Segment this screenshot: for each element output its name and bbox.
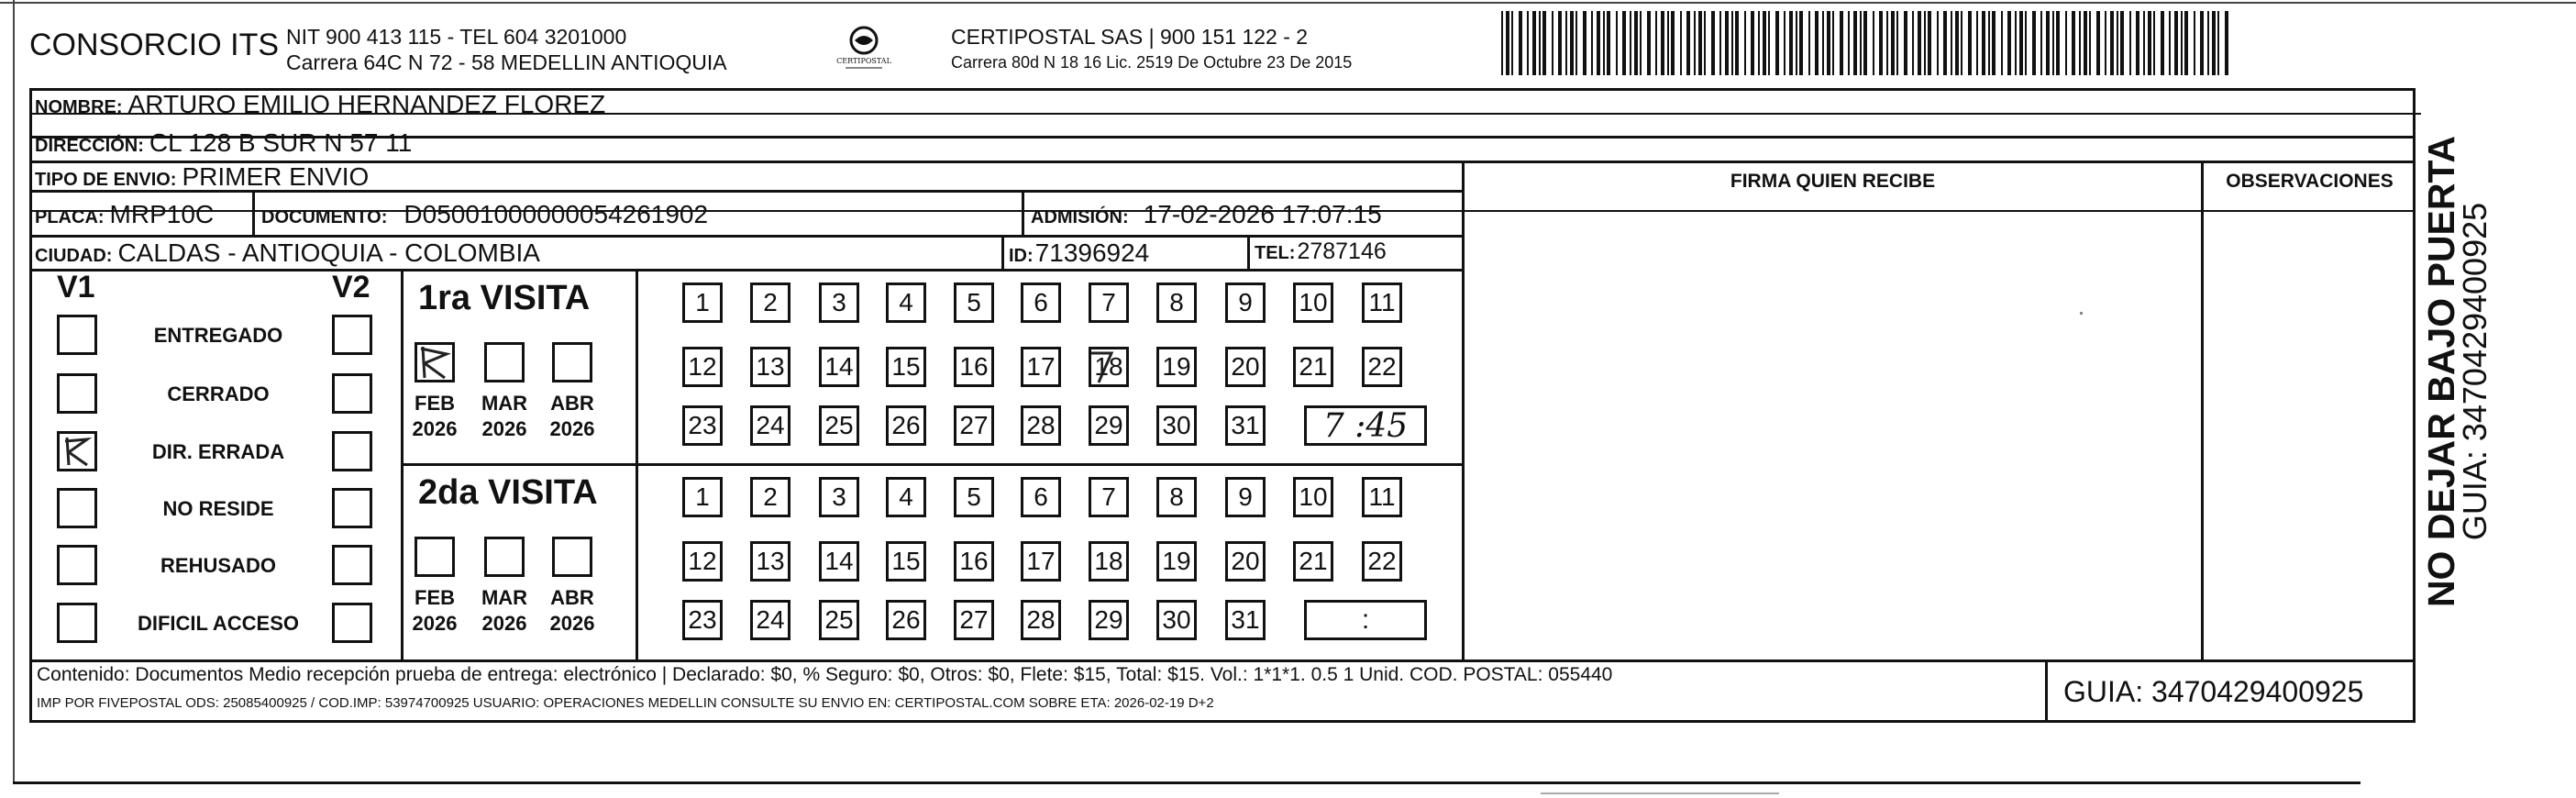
day-box[interactable]: 31 bbox=[1225, 405, 1266, 446]
month-year: 2026 bbox=[481, 612, 527, 635]
name-label: NOMBRE: bbox=[35, 97, 123, 117]
v1-header: V1 bbox=[57, 270, 95, 305]
day-box[interactable]: 9 bbox=[1225, 477, 1266, 517]
month-checkbox[interactable] bbox=[552, 342, 592, 382]
footer-guia: GUIA: 3470429400925 bbox=[2063, 675, 2364, 708]
v1-checkbox[interactable] bbox=[57, 603, 97, 643]
side-panel bbox=[2420, 110, 2493, 633]
day-box[interactable]: 17 bbox=[1021, 347, 1061, 387]
rule-footer bbox=[29, 659, 2416, 662]
day-box[interactable]: 10 bbox=[1293, 477, 1333, 517]
v1-checkbox[interactable] bbox=[57, 488, 97, 528]
rule-city bbox=[29, 269, 1465, 272]
month-checkbox[interactable] bbox=[484, 537, 525, 577]
month-year: 2026 bbox=[412, 417, 458, 440]
day-box[interactable]: 18 bbox=[1089, 347, 1129, 387]
v2-checkbox[interactable] bbox=[332, 315, 372, 355]
v2-checkbox[interactable] bbox=[332, 603, 372, 643]
carrier-license: Carrera 80d N 18 16 Lic. 2519 De Octubre 23 De 2015 bbox=[951, 53, 1353, 72]
document-row bbox=[261, 200, 708, 229]
day-box[interactable]: 7 bbox=[1089, 283, 1129, 323]
plate-label: PLACA: bbox=[35, 207, 105, 227]
day-box[interactable]: 9 bbox=[1225, 283, 1266, 323]
day-box[interactable]: 8 bbox=[1156, 283, 1197, 323]
signature-header: FIRMA QUIEN RECIBE bbox=[1730, 171, 1936, 192]
footer-print-info: IMP POR FIVEPOSTAL ODS: 25085400925 / COD.IMP: 53974700925 USUARIO: OPERACIONES MEDELLIN CONSULTE SU ENVIO EN: CERTIPOSTAL.COM SOBRE ETA: 2026-02-19 D+2 bbox=[37, 695, 1214, 711]
admission-row bbox=[1031, 200, 1382, 229]
sep-doc-admission bbox=[1022, 190, 1024, 235]
day-box[interactable]: 29 bbox=[1089, 600, 1129, 640]
day-box[interactable]: 12 bbox=[682, 541, 723, 582]
rule-visits bbox=[401, 463, 1465, 466]
day-box[interactable]: 30 bbox=[1156, 600, 1197, 640]
month-name: FEB bbox=[415, 392, 455, 415]
day-box[interactable]: 16 bbox=[954, 541, 994, 582]
day-box[interactable]: 23 bbox=[682, 405, 723, 446]
day-box[interactable]: 5 bbox=[954, 477, 994, 517]
v1-checkbox[interactable] bbox=[57, 545, 97, 585]
day-box[interactable]: 20 bbox=[1225, 347, 1266, 387]
day-box[interactable]: 6 bbox=[1021, 283, 1061, 323]
visit-title: 2da VISITA bbox=[418, 473, 598, 512]
day-box[interactable]: 14 bbox=[819, 541, 859, 582]
month-name: FEB bbox=[415, 586, 455, 609]
month-label bbox=[543, 585, 602, 637]
document-label: DOCUMENTO: bbox=[261, 207, 388, 227]
status-label: DIR. ERRADA bbox=[151, 440, 285, 463]
v2-checkbox[interactable] bbox=[332, 488, 372, 528]
status-label: CERRADO bbox=[167, 382, 270, 405]
day-box[interactable]: 16 bbox=[954, 347, 994, 387]
sep-footer-guia bbox=[2045, 659, 2048, 723]
day-box[interactable]: 4 bbox=[886, 283, 926, 323]
month-name: ABR bbox=[550, 392, 594, 415]
day-box[interactable]: 13 bbox=[750, 347, 790, 387]
day-box[interactable]: 23 bbox=[682, 600, 723, 640]
month-checkbox[interactable] bbox=[552, 537, 592, 577]
day-box[interactable]: 17 bbox=[1021, 541, 1061, 582]
day-box[interactable]: 24 bbox=[750, 405, 790, 446]
day-box[interactable]: 22 bbox=[1362, 541, 1402, 582]
v1-checkbox[interactable] bbox=[57, 431, 97, 471]
day-box[interactable]: 26 bbox=[886, 405, 926, 446]
day-box[interactable]: 25 bbox=[819, 405, 859, 446]
plate-row bbox=[35, 200, 214, 229]
tel-value: 2787146 bbox=[1297, 238, 1387, 264]
scan-dot bbox=[2080, 312, 2083, 315]
v2-checkbox[interactable] bbox=[332, 431, 372, 471]
day-box[interactable]: 27 bbox=[954, 600, 994, 640]
col-signature-left bbox=[1462, 161, 1465, 662]
day-box[interactable]: 14 bbox=[819, 347, 859, 387]
side-guia: GUIA: 3470429400925 bbox=[2456, 202, 2493, 541]
v1-checkbox[interactable] bbox=[57, 315, 97, 355]
day-box[interactable]: 24 bbox=[750, 600, 790, 640]
sep-plate-doc bbox=[252, 190, 255, 235]
day-box[interactable]: 4 bbox=[886, 477, 926, 517]
sep-city-id bbox=[1001, 235, 1004, 269]
day-box[interactable]: 1 bbox=[682, 477, 723, 517]
month-label bbox=[405, 585, 464, 637]
day-box[interactable]: 21 bbox=[1293, 541, 1333, 582]
day-box[interactable]: 19 bbox=[1156, 347, 1197, 387]
id-row bbox=[1009, 238, 1149, 268]
sep-id-tel bbox=[1247, 235, 1250, 269]
barcode bbox=[1501, 11, 2235, 75]
name-row bbox=[35, 90, 605, 119]
day-box[interactable]: 5 bbox=[954, 283, 994, 323]
day-box[interactable]: 19 bbox=[1156, 541, 1197, 582]
company-address: Carrera 64C N 72 - 58 MEDELLIN ANTIOQUIA bbox=[286, 50, 727, 74]
v1-checkbox[interactable] bbox=[57, 373, 97, 414]
address-label: DIRECCIÓN: bbox=[35, 136, 144, 156]
month-name: MAR bbox=[481, 586, 528, 609]
day-box[interactable]: 12 bbox=[682, 347, 723, 387]
company-nit: NIT 900 413 115 - TEL 604 3201000 bbox=[286, 25, 627, 49]
day-box[interactable]: 11 bbox=[1362, 477, 1402, 517]
no-dejar-bajo-puerta: NO DEJAR BAJO PUERTA bbox=[2420, 135, 2462, 608]
type-row bbox=[35, 162, 369, 192]
sep-months-days bbox=[636, 269, 638, 659]
day-box[interactable]: 2 bbox=[750, 477, 790, 517]
day-box[interactable]: 18 bbox=[1089, 541, 1129, 582]
day-box[interactable]: 2 bbox=[750, 283, 790, 323]
day-box[interactable]: 29 bbox=[1089, 405, 1129, 446]
time-box[interactable]: 7 :45 bbox=[1304, 405, 1427, 446]
city-row bbox=[35, 238, 540, 268]
month-label bbox=[475, 391, 534, 442]
day-box[interactable]: 10 bbox=[1293, 283, 1333, 323]
plate-value: MRP10C bbox=[109, 200, 215, 228]
month-name: MAR bbox=[481, 392, 528, 415]
day-box[interactable]: 11 bbox=[1362, 283, 1402, 323]
month-checkbox[interactable] bbox=[415, 342, 455, 382]
status-label: DIFICIL ACCESO bbox=[137, 612, 299, 635]
certipostal-logo bbox=[827, 22, 901, 77]
day-box[interactable]: 22 bbox=[1362, 347, 1402, 387]
v2-checkbox[interactable] bbox=[332, 373, 372, 414]
month-name: ABR bbox=[550, 586, 594, 609]
month-checkbox[interactable] bbox=[415, 537, 455, 577]
bottom-edge bbox=[13, 781, 2360, 784]
handwritten-day-mark bbox=[1086, 346, 1122, 393]
logo-text: CERTIPOSTAL bbox=[836, 57, 891, 65]
day-box[interactable]: 31 bbox=[1225, 600, 1266, 640]
day-box[interactable]: 15 bbox=[886, 541, 926, 582]
left-edge bbox=[13, 0, 15, 784]
admission-value: 17-02-2026 17:07:15 bbox=[1143, 200, 1382, 228]
day-box[interactable]: 13 bbox=[750, 541, 790, 582]
month-checkbox[interactable] bbox=[484, 342, 525, 382]
tel-label: TEL: bbox=[1255, 243, 1296, 263]
time-box[interactable]: : bbox=[1304, 600, 1427, 640]
company-info bbox=[286, 24, 727, 75]
status-label: REHUSADO bbox=[160, 554, 276, 577]
v2-checkbox[interactable] bbox=[332, 545, 372, 585]
footer-content: Contenido: Documentos Medio recepción prueba de entrega: electrónico | Declarado: $0, % Seguro: $0, Otros: $0, Flete: $15, Total: $15. Vol.: 1*1*1. 0.5 1 Unid. COD. POSTAL: 055440 bbox=[37, 664, 1613, 685]
scan-line bbox=[1541, 792, 1779, 794]
day-box[interactable]: 28 bbox=[1021, 405, 1061, 446]
address-row bbox=[35, 128, 412, 158]
month-label bbox=[543, 391, 602, 442]
visit-title: 1ra VISITA bbox=[418, 279, 591, 317]
type-value: PRIMER ENVIO bbox=[182, 162, 370, 191]
day-box[interactable]: 8 bbox=[1156, 477, 1197, 517]
tel-row bbox=[1255, 238, 1387, 265]
carrier-name: CERTIPOSTAL SAS | 900 151 122 - 2 bbox=[951, 25, 1309, 49]
carrier-info bbox=[951, 24, 1352, 75]
observations-header: OBSERVACIONES bbox=[2226, 171, 2394, 192]
col-observations-left bbox=[2201, 161, 2204, 662]
address-value: CL 128 B SUR N 57 11 bbox=[149, 128, 413, 157]
day-box[interactable]: 3 bbox=[819, 283, 859, 323]
day-box[interactable]: 26 bbox=[886, 600, 926, 640]
month-year: 2026 bbox=[549, 612, 595, 635]
admission-label: ADMISIÓN: bbox=[1031, 207, 1129, 227]
day-box[interactable]: 27 bbox=[954, 405, 994, 446]
city-value: CALDAS - ANTIOQUIA - COLOMBIA bbox=[117, 238, 540, 267]
day-box[interactable]: 7 bbox=[1089, 477, 1129, 517]
sep-status-visits bbox=[401, 269, 404, 659]
day-box[interactable]: 28 bbox=[1021, 600, 1061, 640]
id-value: 71396924 bbox=[1034, 238, 1150, 267]
type-label: TIPO DE ENVIO: bbox=[35, 170, 177, 190]
month-year: 2026 bbox=[412, 612, 458, 635]
day-box[interactable]: 15 bbox=[886, 347, 926, 387]
month-year: 2026 bbox=[481, 417, 527, 440]
day-box[interactable]: 21 bbox=[1293, 347, 1333, 387]
month-label bbox=[405, 391, 464, 442]
company-name: CONSORCIO ITS bbox=[29, 28, 280, 62]
document-value: D05001000000054261902 bbox=[404, 200, 709, 228]
v2-header: V2 bbox=[332, 270, 370, 305]
status-label: NO RESIDE bbox=[162, 497, 274, 520]
day-box[interactable]: 6 bbox=[1021, 477, 1061, 517]
day-box[interactable]: 20 bbox=[1225, 541, 1266, 582]
name-value: ARTURO EMILIO HERNANDEZ FLOREZ bbox=[127, 90, 606, 118]
rule-address bbox=[29, 161, 2416, 163]
month-year: 2026 bbox=[549, 417, 595, 440]
day-box[interactable]: 30 bbox=[1156, 405, 1197, 446]
city-label: CIUDAD: bbox=[35, 246, 113, 266]
day-box[interactable]: 1 bbox=[682, 283, 723, 323]
month-label bbox=[475, 585, 534, 637]
id-label: ID: bbox=[1009, 246, 1034, 266]
status-label: ENTREGADO bbox=[153, 324, 283, 347]
day-box[interactable]: 3 bbox=[819, 477, 859, 517]
day-box[interactable]: 25 bbox=[819, 600, 859, 640]
top-edge bbox=[0, 2, 2576, 4]
